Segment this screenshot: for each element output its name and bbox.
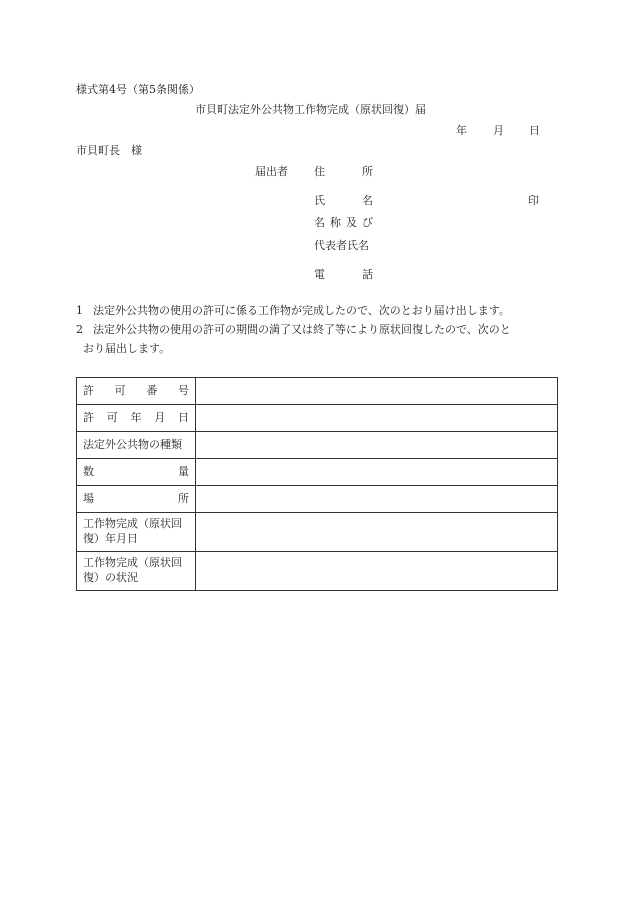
public-property-type-field[interactable]	[196, 432, 558, 459]
location-label: 場 所	[77, 486, 196, 513]
completion-status-label: 工作物完成（原状回 復）の状況	[77, 552, 196, 591]
statement-1-number: 1	[76, 304, 83, 317]
location-field[interactable]	[196, 486, 558, 513]
table-row	[77, 552, 558, 591]
name-label: 氏 名	[314, 194, 373, 207]
statement-2-text-line1: 法定外公共物の使用の許可の期間の満了又は終了等により原状回復したので、次のと	[93, 323, 511, 336]
permit-date-label: 許 可 年 月 日	[77, 405, 196, 432]
statement-1-text: 法定外公共物の使用の許可に係る工作物が完成したので、次のとおり届け出します。	[93, 304, 510, 317]
table-row	[77, 459, 558, 486]
form-number: 様式第4号（第5条関係）	[76, 83, 200, 96]
permit-number-field[interactable]	[196, 378, 558, 405]
seal-mark: 印	[528, 194, 539, 207]
addressee: 市貝町長 様	[76, 144, 142, 157]
completion-status-field[interactable]	[196, 552, 558, 591]
completion-date-label: 工作物完成（原状回 復）年月日	[77, 513, 196, 552]
table-row	[77, 378, 558, 405]
table-row	[77, 486, 558, 513]
statement-2-text-line2: おり届出します。	[83, 342, 171, 355]
table-row	[77, 513, 558, 552]
representative-label: 代表者氏名	[314, 239, 369, 252]
document-title: 市貝町法定外公共物工作物完成（原状回復）届	[195, 103, 426, 116]
table-row	[77, 405, 558, 432]
quantity-field[interactable]	[196, 459, 558, 486]
permit-number-label: 許 可 番 号	[77, 378, 196, 405]
date-day-label: 日	[529, 124, 540, 137]
date-year-label: 年	[456, 124, 467, 137]
applicant-label: 届出者	[255, 165, 288, 178]
permit-date-field[interactable]	[196, 405, 558, 432]
statement-2-number: 2	[76, 323, 83, 336]
completion-date-field[interactable]	[196, 513, 558, 552]
form-table	[76, 377, 558, 591]
address-label: 住 所	[314, 165, 373, 178]
table-row	[77, 432, 558, 459]
public-property-type-label: 法定外公共物の種類	[77, 432, 196, 459]
quantity-label: 数 量	[77, 459, 196, 486]
date-month-label: 月	[493, 124, 504, 137]
org-name-label: 名 称 及 び	[314, 216, 373, 229]
phone-label: 電 話	[314, 268, 373, 281]
